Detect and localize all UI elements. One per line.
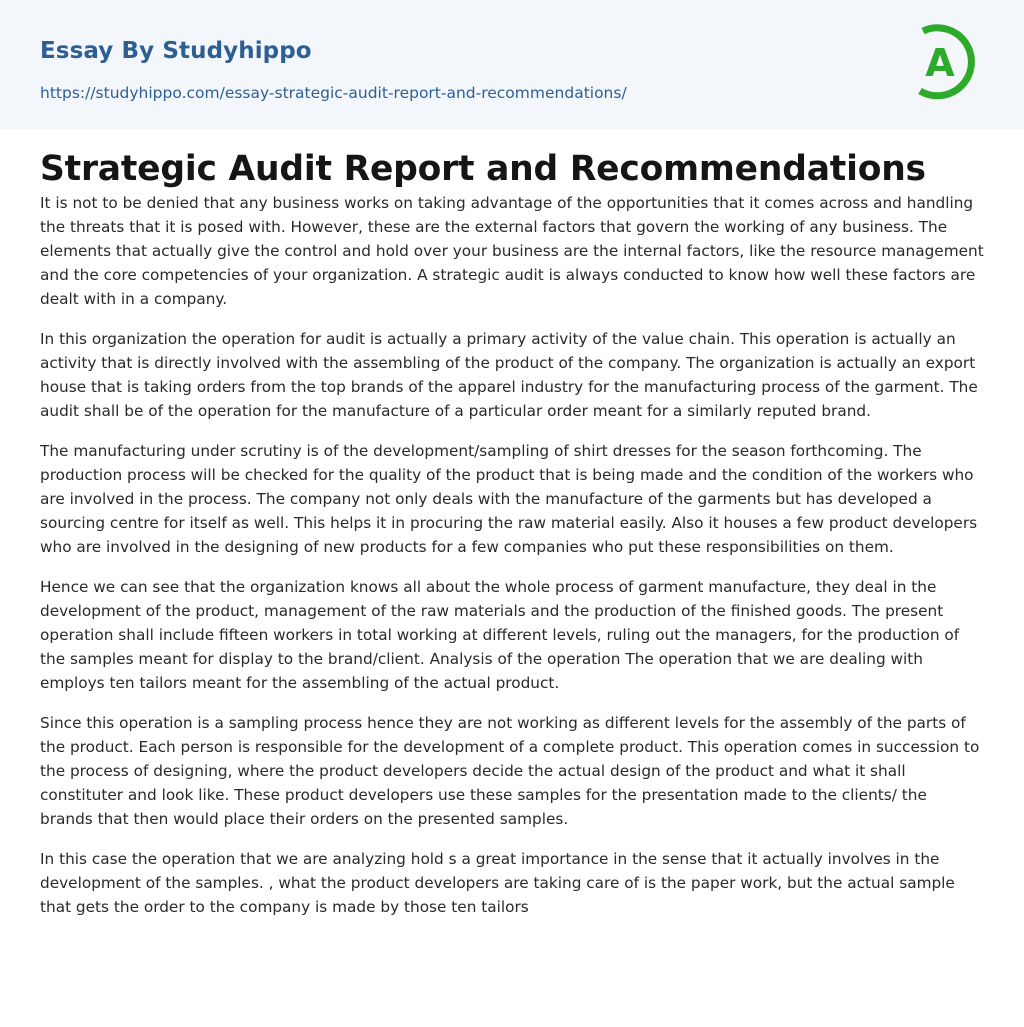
article-paragraph-3: The manufacturing under scrutiny is of the development/sampling of shirt dresses for the season forthcoming. The production process will be checked for the quality of the product that is being made and the condition of the workers who are involved in the process. The company not only deals with the manufacture of the garments but has developed a sourcing centre for itself as well. This helps it in procuring the raw material easily. Also it houses a few product developers who are involved in the designing of new products for a few companies who put these responsibilities on them. bbox=[40, 442, 978, 556]
article-paragraph-5: Since this operation is a sampling process hence they are not working as different levels for the assembly of the parts of the product. Each person is responsible for the development of a complete product. This operation comes in succession to the process of designing, where the product developers decide the actual design of the product and what it shall constituter and look like. These product developers use these samples for the presentation made to the clients/ the brands that then would place their orders on the presented samples. bbox=[40, 714, 980, 828]
site-title[interactable]: Essay By Studyhippo bbox=[40, 38, 312, 64]
essay-url-link[interactable]: https://studyhippo.com/essay-strategic-audit-report-and-recommendations/ bbox=[40, 84, 627, 102]
studyhippo-logo-icon[interactable] bbox=[912, 19, 986, 105]
logo-letter: A bbox=[925, 41, 955, 85]
article-paragraph-1: It is not to be denied that any business works on taking advantage of the opportunities that it comes across and handling the threats that it is posed with. However, these are the external factors that govern the working of any business. The elements that actually give the control and hold over your business are the internal factors, like the resource management and the core competencies of your organization. A strategic audit is always conducted to know how well these factors are dealt with in a company. bbox=[40, 194, 984, 308]
site-header bbox=[0, 0, 1024, 129]
article bbox=[0, 129, 1024, 919]
article-paragraph-4: Hence we can see that the organization knows all about the whole process of garment manufacture, they deal in the development of the product, management of the raw materials and the production of the finished goods. The present operation shall include fifteen workers in total working at different levels, ruling out the managers, for the production of the samples meant for display to the brand/client. Analysis of the operation The operation that we are dealing with employs ten tailors meant for the assembling of the actual product. bbox=[40, 578, 960, 692]
article-paragraph-6: In this case the operation that we are analyzing hold s a great importance in the sense that it actually involves in the development of the samples. , what the product developers are taking care of is the paper work, but the actual sample that gets the order to the company is made by those ten tailors bbox=[40, 850, 955, 916]
page-title: Strategic Audit Report and Recommendations bbox=[40, 149, 926, 189]
article-paragraph-2: In this organization the operation for audit is actually a primary activity of the value chain. This operation is actually an activity that is directly involved with the assembling of the product of the company. The organization is actually an export house that is taking orders from the top brands of the apparel industry for the manufacturing process of the garment. The audit shall be of the operation for the manufacture of a particular order meant for a similarly reputed brand. bbox=[40, 330, 978, 420]
